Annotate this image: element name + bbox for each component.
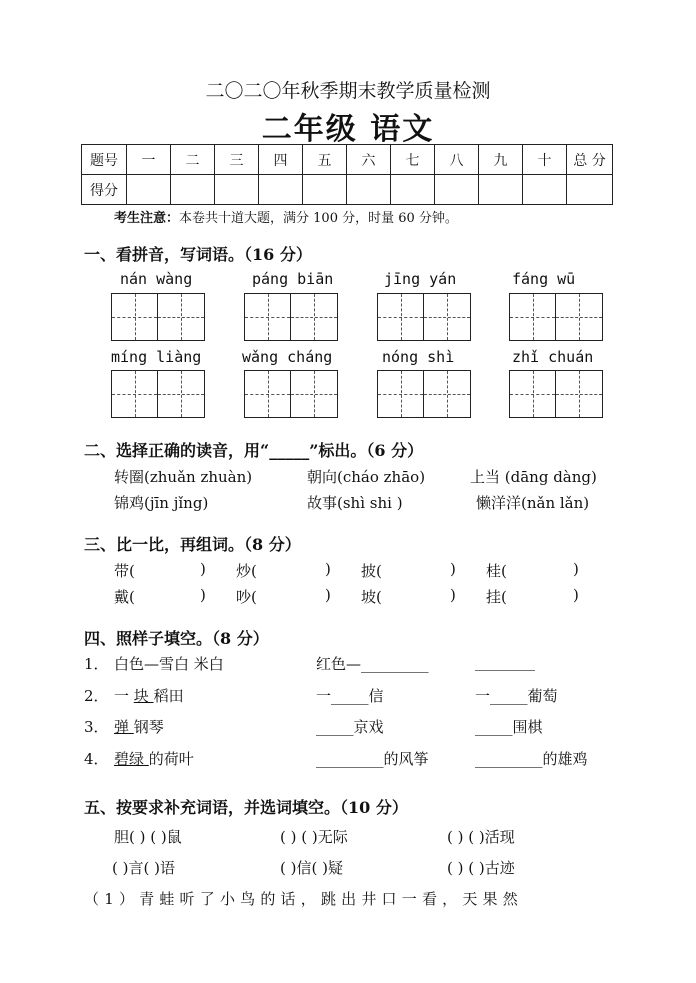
example-suffix: 稻田 xyxy=(153,687,184,705)
score-header-cell: 题号 xyxy=(82,145,127,175)
score-input-cell[interactable] xyxy=(523,175,567,205)
reading-item[interactable]: 上当 (dāng dàng) xyxy=(470,468,597,486)
compare-item: 披( xyxy=(361,562,382,580)
pinyin-label: nán wàng xyxy=(120,270,193,288)
writing-grid[interactable] xyxy=(509,293,603,341)
example-underlined: 弹 xyxy=(114,718,134,736)
compare-item: 炒( xyxy=(236,562,257,580)
compare-close: ) xyxy=(200,560,206,578)
compare-item: 吵( xyxy=(236,588,257,606)
score-input-cell[interactable] xyxy=(391,175,435,205)
compare-close: ) xyxy=(450,560,456,578)
idiom-blank[interactable]: ( )言( )语 xyxy=(112,859,175,877)
score-header-cell: 一 xyxy=(127,145,171,175)
example-text xyxy=(114,685,184,706)
fill-blank[interactable]: _____京戏 xyxy=(316,718,384,736)
score-input-cell[interactable] xyxy=(567,175,613,205)
score-input-cell[interactable] xyxy=(347,175,391,205)
score-header-cell: 二 xyxy=(171,145,215,175)
score-input-cell[interactable] xyxy=(303,175,347,205)
reading-item[interactable]: 故事(shì shi ) xyxy=(307,494,403,512)
item-number: 2． xyxy=(84,687,109,705)
idiom-blank[interactable]: 胆( ) ( )鼠 xyxy=(114,828,182,846)
score-row-label: 得分 xyxy=(82,175,127,205)
score-header-cell: 五 xyxy=(303,145,347,175)
pinyin-label: nóng shì xyxy=(382,348,455,366)
score-header-cell: 三 xyxy=(215,145,259,175)
score-header-cell: 六 xyxy=(347,145,391,175)
score-table-header-row xyxy=(82,145,613,175)
fill-blank[interactable]: 一_____葡萄 xyxy=(475,687,558,705)
writing-grid[interactable] xyxy=(377,370,471,418)
example-prefix: 一 xyxy=(114,687,134,705)
score-header-cell: 四 xyxy=(259,145,303,175)
example-text xyxy=(114,716,164,737)
fill-blank[interactable]: 红色—_________ xyxy=(316,655,429,673)
example-underlined: 碧绿 xyxy=(114,750,149,768)
fill-blank[interactable]: _________的风筝 xyxy=(316,750,429,768)
writing-grid[interactable] xyxy=(244,293,338,341)
compare-close: ) xyxy=(573,560,579,578)
reading-item[interactable]: 朝向(cháo zhāo) xyxy=(307,468,426,486)
item-number: 3． xyxy=(84,718,109,736)
example-text xyxy=(114,748,194,769)
exam-subtitle: 二年级 语文 xyxy=(261,112,435,147)
pinyin-label: wǎng cháng xyxy=(242,348,333,366)
section-5-title: 五、按要求补充词语，并选词填空。（10 分） xyxy=(84,798,408,817)
pinyin-label: zhǐ chuán xyxy=(512,348,594,366)
score-input-cell[interactable] xyxy=(479,175,523,205)
writing-grid[interactable] xyxy=(377,293,471,341)
fill-blank[interactable]: ________ xyxy=(475,653,535,671)
reading-item[interactable]: 转圈(zhuǎn zhuàn) xyxy=(114,468,253,486)
exam-note xyxy=(114,207,458,226)
score-table xyxy=(81,144,613,205)
score-input-cell[interactable] xyxy=(259,175,303,205)
compare-item: 坡( xyxy=(361,588,382,606)
idiom-blank[interactable]: ( ) ( )无际 xyxy=(280,828,348,846)
compare-item: 桂( xyxy=(486,562,507,580)
score-header-cell: 总 分 xyxy=(567,145,613,175)
item-number: 4． xyxy=(84,750,109,768)
score-input-cell[interactable] xyxy=(171,175,215,205)
compare-close: ) xyxy=(200,586,206,604)
fill-sentence: （1）青蛙听了小鸟的话，跳出井口一看，天果然 xyxy=(84,890,523,908)
compare-item: 带( xyxy=(114,562,135,580)
score-header-cell: 八 xyxy=(435,145,479,175)
item-number: 1． xyxy=(84,655,109,673)
score-input-cell[interactable] xyxy=(215,175,259,205)
example-suffix: 的荷叶 xyxy=(148,750,194,768)
example-text: 白色—雪白 米白 xyxy=(114,655,224,673)
pinyin-label: míng liàng xyxy=(111,348,202,366)
compare-close: ) xyxy=(325,586,331,604)
compare-close: ) xyxy=(450,586,456,604)
compare-item: 戴( xyxy=(114,588,135,606)
score-input-cell[interactable] xyxy=(435,175,479,205)
writing-grid[interactable] xyxy=(509,370,603,418)
section-3-title: 三、比一比，再组词。（8 分） xyxy=(84,535,301,554)
reading-item[interactable]: 懒洋洋(nǎn lǎn) xyxy=(476,494,590,512)
fill-blank[interactable]: _____围棋 xyxy=(475,718,543,736)
example-underlined: 块 xyxy=(133,687,154,705)
section-1-title: 一、看拼音，写词语。（16 分） xyxy=(84,245,312,264)
idiom-blank[interactable]: ( )信( )疑 xyxy=(280,859,343,877)
writing-grid[interactable] xyxy=(111,370,205,418)
idiom-blank[interactable]: ( ) ( )古迹 xyxy=(447,859,515,877)
compare-close: ) xyxy=(325,560,331,578)
note-label: 考生注意： xyxy=(114,211,180,226)
score-header-cell: 七 xyxy=(391,145,435,175)
fill-blank[interactable]: _________的雄鸡 xyxy=(475,750,588,768)
score-header-cell: 九 xyxy=(479,145,523,175)
exam-title: 二〇二〇年秋季期末教学质量检测 xyxy=(205,80,491,102)
pinyin-label: páng biān xyxy=(252,270,334,288)
note-text: 本卷共十道大题，满分 100 分，时量 60 分钟。 xyxy=(179,211,458,226)
fill-blank[interactable]: 一_____信 xyxy=(316,687,384,705)
compare-close: ) xyxy=(573,586,579,604)
example-suffix: 钢琴 xyxy=(133,718,164,736)
score-header-cell: 十 xyxy=(523,145,567,175)
pinyin-label: fáng wū xyxy=(512,270,576,288)
score-input-cell[interactable] xyxy=(127,175,171,205)
writing-grid[interactable] xyxy=(244,370,338,418)
section-2-title: 二、选择正确的读音，用“_____”标出。（6 分） xyxy=(84,441,424,460)
compare-item: 挂( xyxy=(486,588,507,606)
reading-item[interactable]: 锦鸡(jīn jǐng) xyxy=(114,494,209,512)
idiom-blank[interactable]: ( ) ( )活现 xyxy=(447,828,515,846)
pinyin-label: jīng yán xyxy=(384,270,457,288)
writing-grid[interactable] xyxy=(111,293,205,341)
section-4-title: 四、照样子填空。（8 分） xyxy=(84,629,269,648)
score-table-score-row xyxy=(82,175,613,205)
